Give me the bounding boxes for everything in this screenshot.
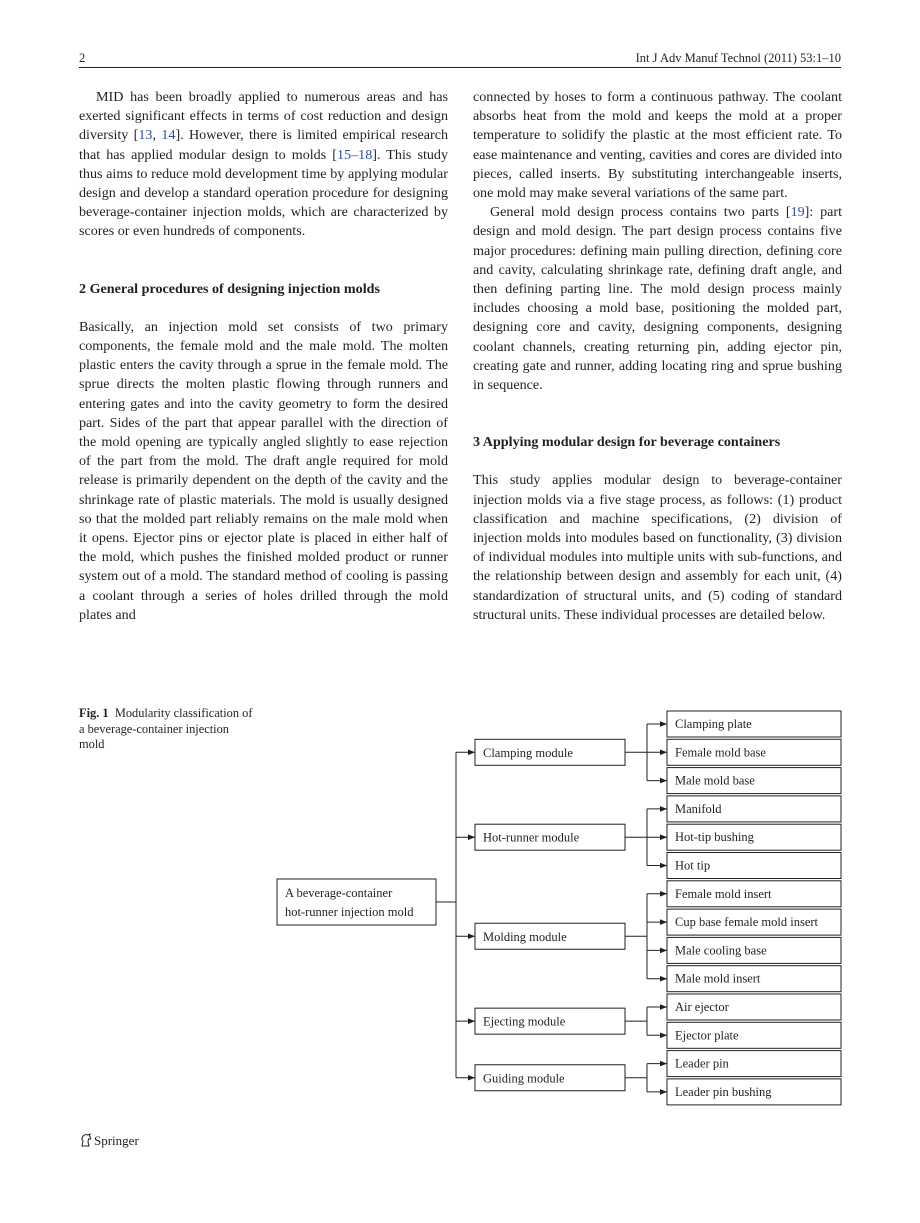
unit-label: Male cooling base [675, 943, 767, 958]
section-heading: 2 General procedures of designing injection molds [79, 280, 380, 297]
text-run: ]. This study thus aims to reduce mold development time by applying modular design and develop a standard operation procedure for designing beverage-container injection molds, which are characterized by scores or even hundreds of components. [79, 146, 448, 240]
paragraph: This study applies modular design to beverage-container injection molds via a five stage process, as follows: (1) product classification and machine specifications, (2) division of injection molds into modules based on functionality, (3) division of individual modules into multiple units with sub-functions, and the relationship between design and assembly for each unit, (4) standardization of structural units, and (5) coding of standard structural units. These individual processes are detailed below. [473, 472, 842, 623]
module-label: Hot-runner module [483, 830, 580, 845]
citation-link[interactable]: 15–18 [337, 146, 373, 163]
citation-link[interactable]: 14 [161, 127, 176, 144]
unit-label: Hot tip [675, 858, 711, 873]
journal-citation: Int J Adv Manuf Technol (2011) 53:1–10 [635, 51, 841, 65]
unit-label: Hot-tip bushing [675, 830, 754, 845]
root-label: A beverage-container [285, 886, 393, 900]
springer-horse-icon [79, 1133, 93, 1147]
text-run: MID has been broadly applied to numerous areas and has exerted significant effects in terms of cost reduction and design diversity [ [79, 89, 448, 144]
unit-label: Manifold [675, 801, 722, 816]
paragraph: connected by hoses to form a continuous pathway. The coolant absorbs heat from the mold and keeps the mold at a proper temperature to solidify the plastic at the most efficient rate. To ease maintenance and venting, cavities and cores are divided into pieces, called inserts. By substituting interchangeable inserts, one mold may make several variations of the same part. [473, 89, 842, 202]
module-label: Guiding module [483, 1071, 565, 1086]
section-heading: 3 Applying modular design for beverage containers [473, 434, 781, 451]
unit-label: Ejector plate [675, 1028, 739, 1043]
figure-caption [79, 706, 257, 753]
unit-label: Female mold insert [675, 886, 772, 901]
unit-label: Air ejector [675, 1000, 729, 1014]
publisher-footer [79, 1133, 139, 1149]
unit-label: Clamping plate [675, 717, 752, 731]
page-number: 2 [79, 51, 86, 65]
unit-label: Leader pin [675, 1056, 729, 1071]
text-run: ]: part design and mold design. The part design process contains five major procedures: defining main pulling direction, defining core and cavity, calculating shrinkage rate, defining draft angle, and then defining parting line. The mold design process mainly includes choosing a mold base, positioning the molded part, designing core and cavity, designing components, designing coolant channels, creating returning pin, adding ejector pin, creating gate and runner, adding locating ring and sprue bushing in sequence. [473, 204, 843, 394]
unit-label: Male mold base [675, 773, 755, 788]
figure-label: Fig. 1 [79, 706, 109, 720]
unit-label: Leader pin bushing [675, 1084, 772, 1099]
publisher-name: Springer [94, 1133, 139, 1148]
figure-caption-text: Modularity classification of a beverage-container injection mold [79, 706, 253, 751]
citation-link[interactable]: 19 [790, 204, 805, 221]
module-label: Clamping module [483, 745, 573, 760]
text-run: , [152, 127, 162, 144]
text-run: ]. However, there is limited empirical research that has applied modular design to molds [ [79, 127, 449, 163]
module-label: Molding module [483, 929, 567, 944]
unit-label: Cup base female mold insert [675, 915, 819, 930]
module-label: Ejecting module [483, 1014, 566, 1029]
root-label: hot-runner injection mold [285, 905, 414, 919]
citation-link[interactable]: 13 [138, 127, 153, 144]
paragraph [473, 203, 842, 395]
running-header [79, 49, 841, 68]
text-run: General mold design process contains two parts [ [490, 204, 791, 221]
unit-label: Female mold base [675, 745, 766, 760]
unit-label: Male mold insert [675, 971, 761, 986]
left-column [79, 88, 448, 625]
paragraph: Basically, an injection mold set consists of two primary components, the female mold and the male mold. The molten plastic enters the cavity through a sprue in the female mold. The sprue directs the molten plastic flowing through runners and entering gates and into the cavity geometry to form the desired part. Sides of the part that appear parallel with the direction of the mold opening are typically angled slightly to ease rejection of the part from the mold. The draft angle required for mold release is primarily dependent on the depth of the cavity and the shrinkage rate of plastic materials. The mold is usually designed so that the molded part reliably remains on the male mold when it opens. Ejector pins or ejector plate is placed in either half of the mold, which pushes the finished molded product or runner system out of a mold. The standard method of cooling is passing a coolant through a series of holes drilled through the mold plates and [79, 318, 448, 623]
paragraph [79, 88, 448, 242]
modularity-tree-diagram [270, 700, 850, 1110]
right-column [473, 88, 842, 625]
